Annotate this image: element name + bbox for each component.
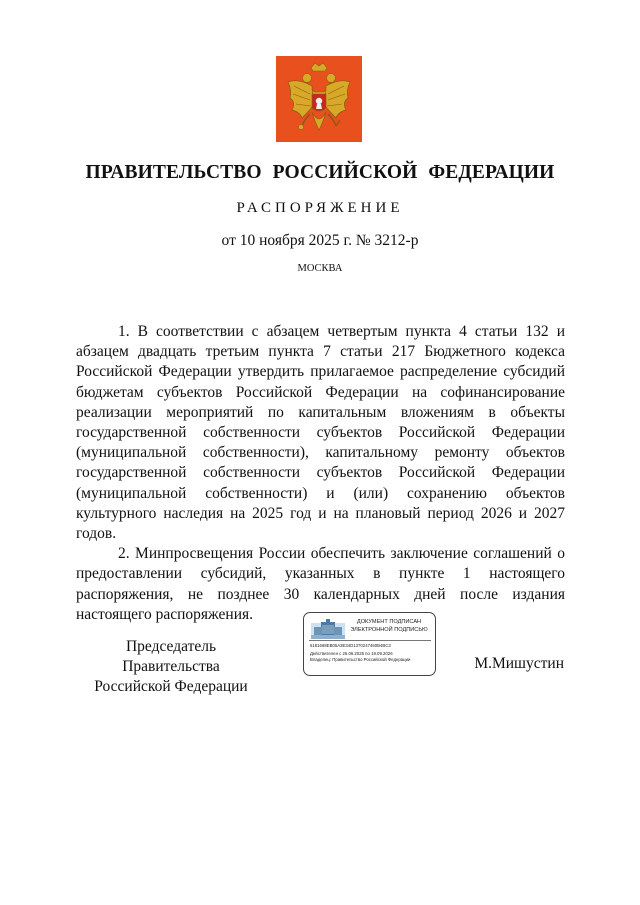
document-date-number: от 10 ноября 2025 г. № 3212-р [221,232,419,249]
document-type: РАСПОРЯЖЕНИЕ [236,200,404,216]
signer-position [76,637,266,697]
signer-position-line-2: Российской Федерации [94,678,248,695]
coat-of-arms-emblem [276,56,362,142]
paragraph-1: 1. В соответствии с абзацем четвертым пункта 4 статьи 132 и абзацем двадцать третьим пункта 7 статьи 217 Бюджетного кодекса Российской Федерации утвердить прилагаемое распределение субсидий бюджетам субъектов Российской Федерации на софинансирование реализации мероприятий по капитальным вложениям в объекты государственной собственности субъектов Российской Федерации (муниципальной собственности), капитальному ремонту объектов государственной собственности субъектов Российской Федерации (муниципальной собственности) и (или) сохранению объектов культурного наследия на 2025 год и на плановый период 2026 и 2027 годов. [76,323,565,543]
stamp-heading-2: ЭЛЕКТРОННОЙ ПОДПИСЬЮ [350,627,428,633]
government-title: ПРАВИТЕЛЬСТВО РОССИЙСКОЙ ФЕДЕРАЦИИ [85,162,555,183]
document-city: МОСКВА [297,263,343,274]
stamp-heading-1: ДОКУМЕНТ ПОДПИСАН [356,619,422,625]
document-body [76,322,565,625]
signer-position-line-1: Председатель Правительства [122,638,220,675]
electronic-signature-stamp [303,612,436,676]
signer-name: М.Мишустин [474,655,564,672]
stamp-certificate: 5181688EB05A3E34D1370247460B4BC3 [310,643,391,648]
paragraph-2: 2. Минпросвещения России обеспечить заключение соглашений о предоставлении субсидий, указанных в пункте 1 настоящего распоряжения, не позднее 30 календарных дней после издания настоящего распоряжения. [76,545,565,623]
stamp-validity: Действителен с 26.06.2025 по 19.09.2026 [310,651,393,656]
stamp-owner: Владелец: Правительство Российской Федерации [310,657,411,662]
stamp-divider [309,640,431,641]
government-building-icon [311,619,345,639]
